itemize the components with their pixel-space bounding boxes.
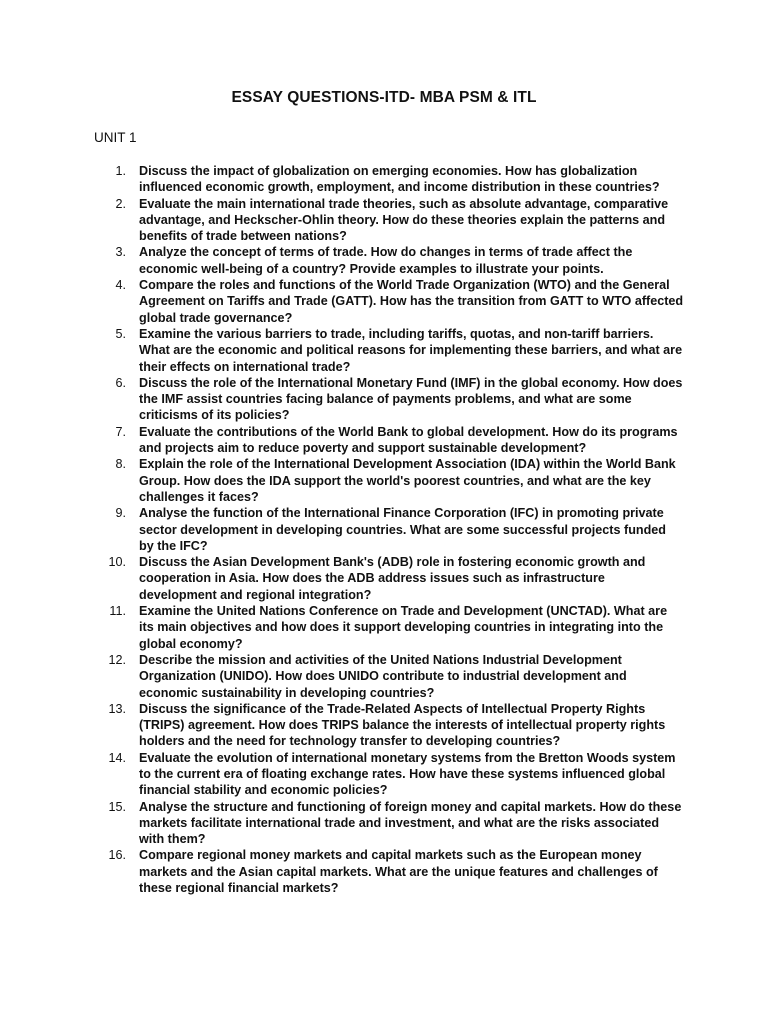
question-text: Examine the various barriers to trade, including tariffs, quotas, and non-tariff barriers. What are the economic and political reasons for implementing these barriers, and what are their effects on international trade? — [139, 326, 683, 374]
question-text: Compare the roles and functions of the World Trade Organization (WTO) and the General Agreement on Tariffs and Trade (GATT). How has the transition from GATT to WTO affected global trade governance? — [139, 278, 684, 325]
question-number: 15. — [108, 799, 126, 814]
question-number: 5. — [115, 326, 126, 341]
question-item — [94, 847, 684, 896]
question-item — [94, 375, 684, 424]
question-text: Analyze the concept of terms of trade. How do changes in terms of trade affect the economic well-being of a country? Provide examples to illustrate your points. — [139, 245, 633, 276]
question-item — [94, 701, 684, 750]
document-title: ESSAY QUESTIONS-ITD- MBA PSM & ITL — [231, 89, 537, 106]
question-text: Compare regional money markets and capital markets such as the European money markets and the Asian capital markets. What are the unique features and challenges of these regional financial markets? — [139, 848, 658, 896]
question-text: Evaluate the evolution of international monetary systems from the Bretton Woods system to the current era of floating exchange rates. How have these systems influenced global financial stability and economic policies? — [139, 750, 676, 798]
question-list — [94, 163, 684, 896]
question-number: 14. — [108, 750, 126, 765]
question-text: Discuss the Asian Development Bank's (ADB) role in fostering economic growth and cooperation in Asia. How does the ADB address issues such as infrastructure development and regional integration? — [139, 555, 646, 602]
question-item — [94, 750, 684, 799]
question-number: 4. — [115, 278, 126, 293]
question-item — [94, 326, 684, 375]
unit-heading: UNIT 1 — [94, 130, 137, 145]
question-item — [94, 456, 684, 505]
question-number: 8. — [115, 457, 126, 472]
question-text: Discuss the role of the International Monetary Fund (IMF) in the global economy. How does the IMF assist countries facing balance of payments problems, and what are some criticisms of its policies? — [139, 375, 683, 423]
question-item — [94, 196, 684, 245]
question-number: 13. — [108, 701, 126, 716]
question-number: 2. — [115, 196, 126, 211]
question-item — [94, 424, 684, 457]
question-item — [94, 554, 684, 603]
question-item — [94, 244, 684, 277]
question-item — [94, 603, 684, 652]
question-text: Describe the mission and activities of the United Nations Industrial Development Organization (UNIDO). How does UNIDO contribute to industrial development and economic sustainability in developing countries? — [139, 652, 627, 700]
question-text: Evaluate the main international trade theories, such as absolute advantage, comparative advantage, and Heckscher-Ohlin theory. How do these theories explain the patterns and benefits of trade between nations? — [139, 196, 669, 244]
question-text: Explain the role of the International Development Association (IDA) within the World Bank Group. How does the IDA support the world's poorest countries, and what are the key challenges it faces? — [139, 457, 676, 504]
question-number: 3. — [115, 245, 126, 260]
question-item — [94, 163, 684, 196]
question-item — [94, 652, 684, 701]
question-number: 12. — [108, 652, 126, 667]
question-text: Examine the United Nations Conference on Trade and Development (UNCTAD). What are its main objectives and how does it support developing countries in integrating into the global economy? — [139, 604, 668, 651]
question-number: 1. — [115, 164, 126, 178]
question-text: Discuss the significance of the Trade-Related Aspects of Intellectual Property Rights (TRIPS) agreement. How does TRIPS balance the interests of intellectual property rights holders and the need for technology transfer to developing countries? — [139, 701, 666, 749]
question-text: Evaluate the contributions of the World Bank to global development. How do its programs and projects aim to reduce poverty and support sustainable development? — [139, 424, 678, 456]
question-number: 6. — [115, 375, 126, 390]
question-number: 11. — [109, 604, 126, 619]
question-text: Discuss the impact of globalization on emerging economies. How has globalization influenced economic growth, employment, and income distribution in these countries? — [139, 164, 660, 195]
question-number: 7. — [115, 424, 126, 439]
question-item — [94, 505, 684, 554]
question-item — [94, 799, 684, 848]
question-number: 10. — [108, 555, 126, 570]
question-item — [94, 277, 684, 326]
question-text: Analyse the function of the International Finance Corporation (IFC) in promoting private sector development in developing countries. What are some successful projects funded by the IFC? — [139, 506, 666, 553]
question-text: Analyse the structure and functioning of foreign money and capital markets. How do these markets facilitate international trade and investment, and what are the risks associated with them? — [139, 799, 682, 847]
question-number: 9. — [115, 506, 126, 521]
question-number: 16. — [108, 848, 126, 863]
